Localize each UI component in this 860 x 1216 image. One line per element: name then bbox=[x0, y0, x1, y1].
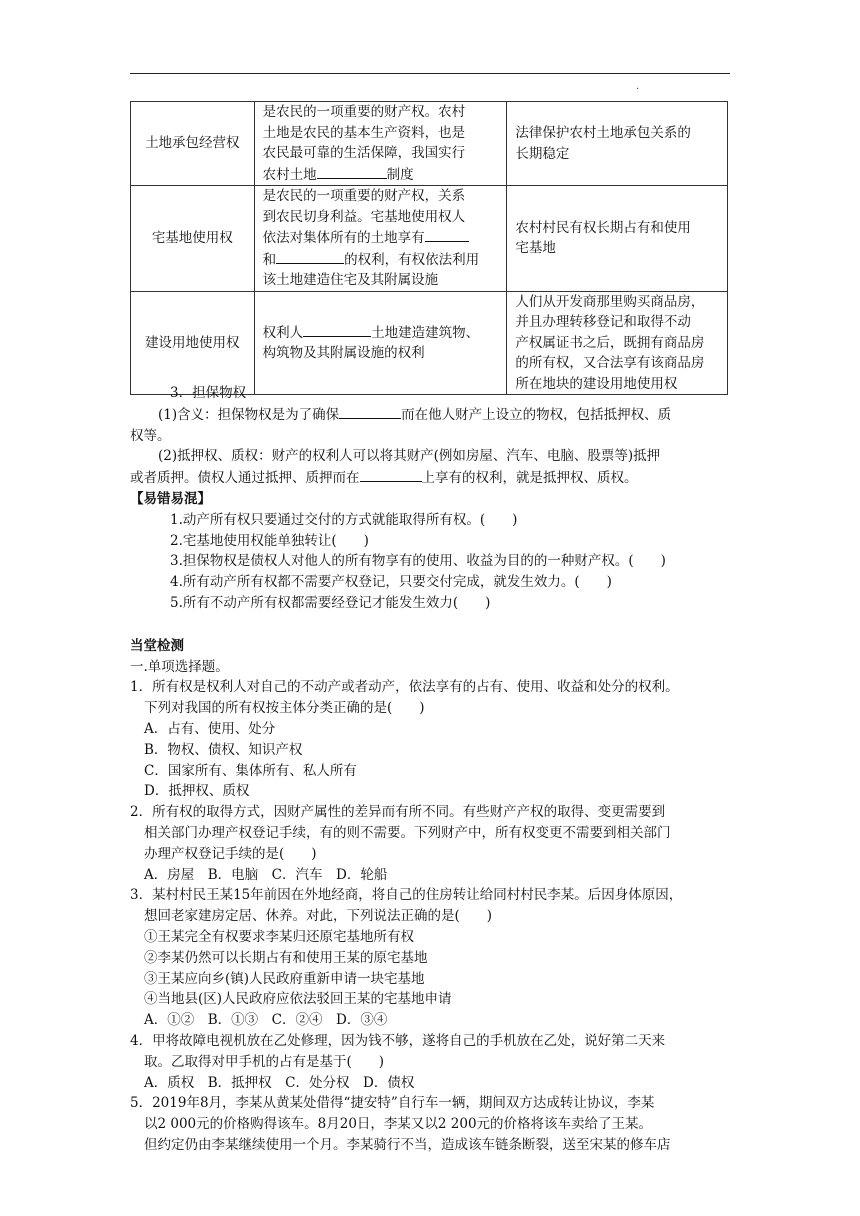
content-line bbox=[263, 249, 499, 271]
paragraph-text: 而在他人财产上设立的物权，包括抵押权、质 bbox=[401, 406, 672, 423]
right-name: 土地承包经营权 bbox=[145, 135, 240, 152]
content-line: 是农民的一项重要的财产权，关系 bbox=[262, 188, 466, 204]
quiz-subheading: 一.单项选择题。 bbox=[130, 658, 229, 675]
note-line: 所在地块的建设用地使用权 bbox=[515, 375, 678, 392]
paragraph: 权等。 bbox=[130, 427, 171, 444]
paragraph-text: (1)含义：担保物权是为了确保 bbox=[158, 406, 340, 423]
question: 2．所有权的取得方式，因财产属性的差异而有所不同。有些财产产权的取得、变更需要到 bbox=[130, 804, 666, 821]
note-line: 的所有权，又合法享有该商品房 bbox=[515, 355, 705, 371]
content-text: 农村土地 bbox=[262, 166, 317, 183]
content-text: 的权利，有权依法利用 bbox=[344, 251, 480, 268]
question: 3．某村村民王某15年前因在外地经商，将自己的住房转让给同村村民李某。后因身体原因， bbox=[130, 887, 683, 904]
fill-blank[interactable] bbox=[425, 227, 469, 242]
errors-heading: 【易错易混】 bbox=[130, 490, 211, 507]
right-content-cell bbox=[254, 186, 507, 292]
question: 想回老家建房定居、休养。对此，下列说法正确的是( ) bbox=[144, 908, 493, 925]
question: 取。乙取得对甲手机的占有是基于( ) bbox=[144, 1053, 385, 1070]
fill-blank[interactable] bbox=[317, 164, 387, 179]
fill-blank[interactable] bbox=[339, 404, 401, 419]
statement: ②李某仍然可以长期占有和使用王某的原宅基地 bbox=[144, 949, 428, 966]
right-note-cell bbox=[507, 102, 728, 186]
question: 4．甲将故障电视机放在乙处修理，因为钱不够，遂将自己的手机放在乙处，说好第二天来 bbox=[130, 1032, 666, 1049]
fill-blank[interactable] bbox=[276, 249, 344, 264]
question: 5．2019年8月，李某从黄某处借得“捷安特”自行车一辆，期间双方达成转让协议，李某 bbox=[130, 1095, 655, 1112]
quiz-heading: 当堂检测 bbox=[130, 637, 184, 654]
option: D．抵押权、质权 bbox=[144, 783, 250, 800]
content-line: 到农民切身利益。宅基地使用权人 bbox=[262, 208, 466, 225]
paragraph-text: 或者质押。债权人通过抵押、质押而在 bbox=[130, 470, 360, 487]
option: A．占有、使用、处分 bbox=[144, 720, 276, 737]
paragraph-text: 上享有的权利，就是抵押权、质权。 bbox=[421, 470, 638, 487]
right-name-cell bbox=[131, 291, 255, 395]
paragraph: (2)抵押权、质权：财产的权利人可以将其财产(例如房屋、汽车、电脑、股票等)抵押 bbox=[158, 448, 661, 465]
list-item: 2.宅基地使用权能单独转让( ) bbox=[170, 532, 369, 549]
content-line bbox=[263, 164, 499, 186]
content-line bbox=[263, 227, 499, 249]
note-line: 并且办理转移登记和取得不动 bbox=[515, 314, 691, 330]
header-rule bbox=[130, 73, 730, 74]
content-line: 农民最可靠的生活保障，我国实行 bbox=[262, 145, 466, 161]
fill-blank[interactable] bbox=[303, 322, 371, 337]
note-line: 长期稳定 bbox=[515, 145, 570, 162]
statement: ①王某完全有权要求李某归还原宅基地所有权 bbox=[144, 928, 414, 945]
list-item: 3.担保物权是债权人对他人的所有物享有的使用、收益为目的的一种财产权。( ) bbox=[170, 553, 666, 570]
list-item: 5.所有不动产所有权都需要经登记才能发生效力( ) bbox=[170, 594, 491, 611]
header-dot: · bbox=[636, 84, 640, 95]
content-line: 土地是农民的基本生产资料，也是 bbox=[262, 124, 466, 141]
note-line: 法律保护农村土地承包关系的 bbox=[515, 125, 691, 141]
table-row bbox=[131, 291, 728, 395]
option: A．①② B．①③ C．②④ D．③④ bbox=[144, 1012, 388, 1029]
list-item: 4.所有动产所有权都不需要产权登记，只要交付完成，就发生效力。( ) bbox=[170, 574, 612, 591]
content-text: 土地建造建筑物、 bbox=[371, 324, 480, 341]
statement: ③王某应向乡(镇)人民政府重新申请一块宅基地 bbox=[144, 970, 425, 987]
right-name-cell bbox=[131, 102, 255, 186]
section-guarantee bbox=[130, 383, 740, 1156]
paragraph bbox=[130, 467, 740, 489]
note-line: 人们从开发商那里购买商品房， bbox=[515, 293, 705, 310]
fill-blank[interactable] bbox=[360, 467, 422, 482]
content-line: 构筑物及其附属设施的权利 bbox=[262, 345, 425, 362]
question: 办理产权登记手续的是( ) bbox=[144, 845, 317, 862]
content-text: 依法对集体所有的土地享有 bbox=[262, 230, 425, 246]
right-name: 宅基地使用权 bbox=[151, 230, 233, 246]
right-content-cell bbox=[254, 102, 507, 186]
list-item: 1.动产所有权只要通过交付的方式就能取得所有权。( ) bbox=[170, 511, 518, 528]
note-line: 宅基地 bbox=[515, 240, 556, 257]
note-line: 产权属证书之后，既拥有商品房 bbox=[515, 334, 705, 351]
question: 但约定仍由李某继续使用一个月。李某骑行不当，造成该车链条断裂，送至宋某的修车店 bbox=[144, 1136, 671, 1153]
right-name: 建设用地使用权 bbox=[145, 334, 240, 351]
option: C．国家所有、集体所有、私人所有 bbox=[144, 762, 357, 779]
question: 1．所有权是权利人对自己的不动产或者动产，依法享有的占有、使用、收益和处分的权利。 bbox=[130, 679, 679, 696]
content-text: 和 bbox=[262, 251, 277, 268]
table-row bbox=[131, 186, 728, 292]
question: 相关部门办理产权登记手续，有的则不需要。下列财产中，所有权变更不需要到相关部门 bbox=[144, 824, 671, 841]
content-line: 该土地建造住宅及其附属设施 bbox=[262, 272, 439, 288]
paragraph bbox=[130, 404, 740, 426]
property-rights-table bbox=[130, 101, 728, 395]
right-name-cell bbox=[131, 186, 255, 292]
table-row bbox=[131, 102, 728, 186]
content-line: 是农民的一项重要的财产权。农村 bbox=[262, 104, 466, 120]
right-note-cell bbox=[507, 186, 728, 292]
note-line: 农村村民有权长期占有和使用 bbox=[515, 219, 691, 236]
statement: ④当地县(区)人民政府应依法驳回王某的宅基地申请 bbox=[144, 991, 452, 1008]
question: 以2 000元的价格购得该车。8月20日，李某又以2 200元的价格将该车卖给了王某。 bbox=[144, 1116, 653, 1133]
content-line bbox=[263, 322, 499, 344]
option: B．物权、债权、知识产权 bbox=[144, 741, 303, 758]
right-content-cell bbox=[254, 291, 507, 395]
right-note-cell bbox=[507, 291, 728, 395]
section-heading: 3．担保物权 bbox=[170, 385, 247, 401]
content-text: 权利人 bbox=[262, 324, 304, 341]
option: A．房屋 B．电脑 C．汽车 D．轮船 bbox=[144, 866, 388, 883]
question: 下列对我国的所有权按主体分类正确的是( ) bbox=[144, 700, 425, 717]
option: A．质权 B．抵押权 C．处分权 D．债权 bbox=[144, 1074, 415, 1091]
content-text: 制度 bbox=[386, 166, 414, 183]
